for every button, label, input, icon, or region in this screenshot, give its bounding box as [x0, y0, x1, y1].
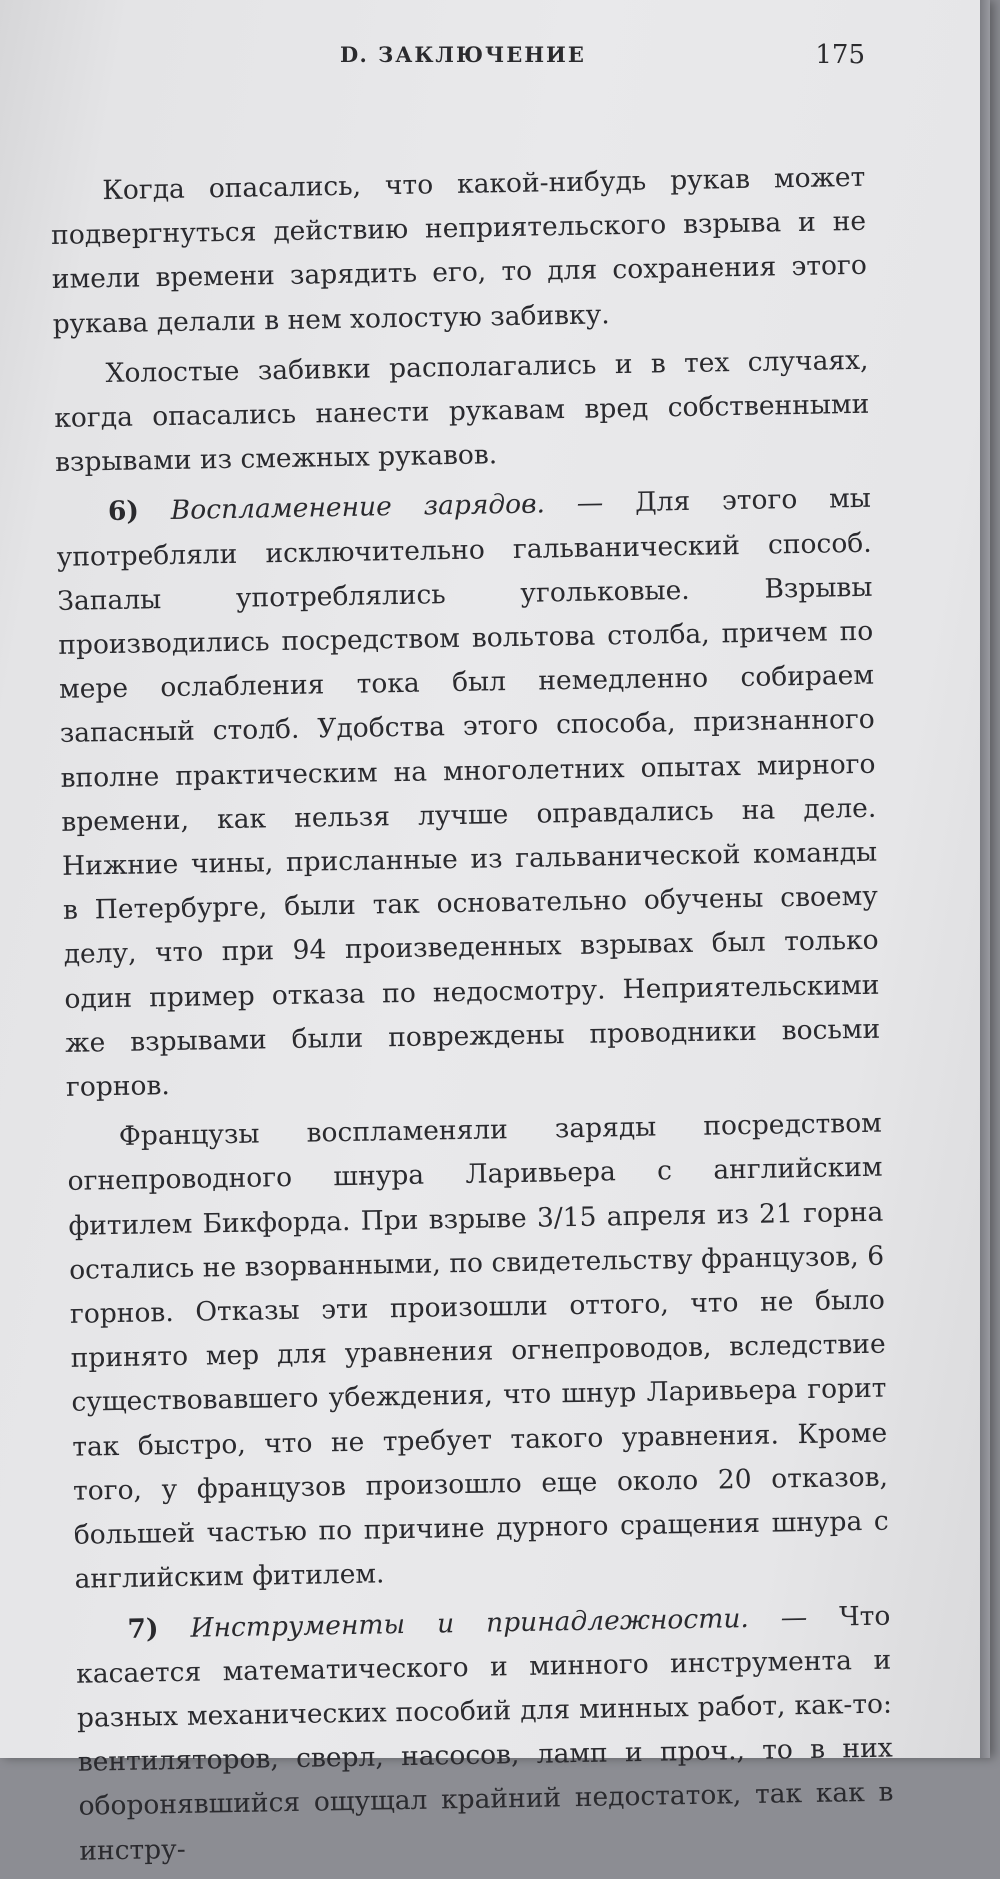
paragraph: [67, 1102, 890, 1602]
body-text: [50, 156, 895, 1879]
paragraph-text: Что касается математического и минного инструмента и разных механических пособий для минных работ, как-то: вентиляторов, сверл, насосов, ламп и проч., то в них оборонявшийся ощущал крайний недостаток, так как в инстру-: [75, 1600, 894, 1867]
section-title: D. ЗАКЛЮЧЕНИЕ: [340, 42, 586, 67]
paragraph-text: Для этого мы употребляли исключительно гальванический способ. Запалы употреблялись угольковые. Взрывы производились посредством вольтова столба, причем по мере ослабления тока был немедленно собираем запасный столб. Удобства этого способа, признанного вполне практическим на многолетних опытах мирного времени, как нельзя лучше оправдались на деле. Нижние чины, присланные из гальванической команды в Петербурге, были так основательно обучены своему делу, что при 94 произведенных взрывах был только один пример отказа по недосмотру. Неприятельскими же взрывами были повреждены проводники восьми горнов.: [56, 483, 881, 1103]
paragraph: [50, 156, 868, 347]
paragraph-text: Холостые забивки располагались и в тех случаях, когда опасались нанести рукавам вред собственными взрывами из смежных рукавов.: [54, 344, 870, 479]
item-heading: Инструменты и принадлежности. —: [190, 1601, 808, 1644]
paragraph: [56, 477, 882, 1110]
paragraph: [53, 339, 870, 486]
item-number: 7): [127, 1612, 159, 1645]
item-heading: Воспламенение зарядов. —: [170, 487, 604, 527]
paragraph-text: Французы воспламеняли заряды посредством огнепроводного шнура Ларивьера с английским фитилем Бикфорда. При взрыве 3/15 апреля из 21 горна остались не взорванными, по свидетельству французов, 6 горнов. Отказы эти произошли оттого, что не было принято мер для уравнения огнепроводов, вследствие существовавшего убеждения, что шнур Ларивьера горит так быстро, что не требует такого уравнения. Кроме того, у французов произошло еще около 20 отказов, большей частью по причине дурного сращения шнура с английским фитилем.: [67, 1107, 889, 1596]
item-number: 6): [107, 495, 140, 528]
page-number: 175: [815, 40, 865, 70]
paragraph: [75, 1594, 895, 1873]
running-header: [50, 40, 865, 80]
paragraph-text: Когда опасались, что какой-нибудь рукав может подвергнуться действию неприятельского взрыва и не имели времени зарядить его, то для сохранения этого рукава делали в нем холостую забивку.: [50, 161, 868, 340]
page-edge: [980, 0, 990, 1758]
